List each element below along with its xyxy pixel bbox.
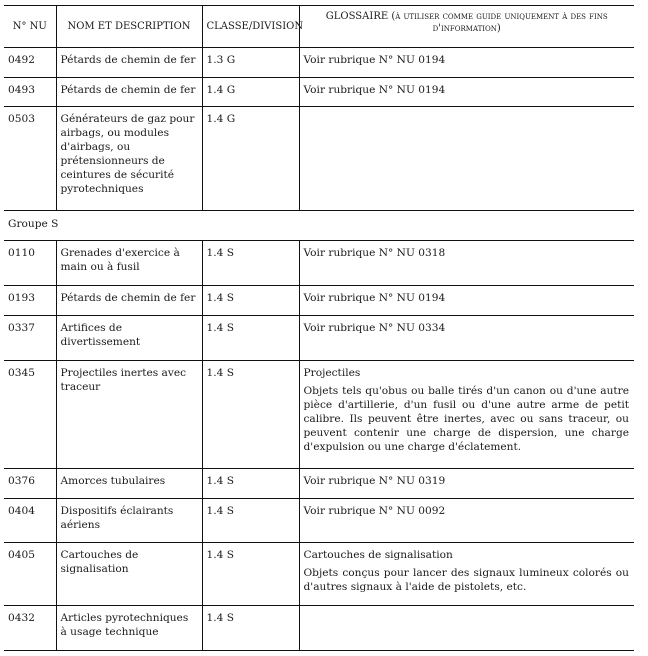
glossary-entry: Voir rubrique N° NU 0319 (299, 469, 634, 499)
un-number: 0493 (4, 78, 56, 107)
item-name: Dispositifs éclairants aériens (56, 499, 202, 543)
un-number: 0432 (4, 606, 56, 651)
item-name: Articles pyrotechniques à usage technique (56, 606, 202, 651)
glossary-title: Projectiles (303, 367, 361, 379)
item-name: Cartouches de signalisation (56, 543, 202, 606)
class-division: 1.4 S (202, 316, 299, 361)
table-row (4, 499, 634, 543)
item-name: Amorces tubulaires (56, 469, 202, 499)
glossary-entry: Voir rubrique N° NU 0334 (299, 316, 634, 361)
glossary-entry: Voir rubrique N° NU 0194 (299, 48, 634, 78)
table-row (4, 361, 634, 469)
un-number: 0337 (4, 316, 56, 361)
table-row (4, 107, 634, 211)
item-name: Grenades d'exercice à main ou à fusil (56, 241, 202, 286)
table-row (4, 78, 634, 107)
un-number: 0405 (4, 543, 56, 606)
item-name: Artifices de divertissement (56, 316, 202, 361)
header-glossary: GLOSSAIRE (à utiliser comme guide uniquement à des fins d'information) (299, 6, 634, 48)
class-division: 1.4 G (202, 78, 299, 107)
dangerous-goods-table (4, 5, 634, 651)
item-name: Pétards de chemin de fer (56, 78, 202, 107)
table-row (4, 606, 634, 651)
glossary-entry: Voir rubrique N° NU 0194 (299, 78, 634, 107)
item-name: Pétards de chemin de fer (56, 48, 202, 78)
class-division: 1.4 G (202, 107, 299, 211)
item-name: Pétards de chemin de fer (56, 286, 202, 316)
un-number: 0503 (4, 107, 56, 211)
un-number: 0345 (4, 361, 56, 469)
un-number: 0492 (4, 48, 56, 78)
table-row (4, 286, 634, 316)
table-row (4, 241, 634, 286)
class-division: 1.4 S (202, 286, 299, 316)
header-class-division: CLASSE/DIVISION (202, 6, 299, 48)
glossary-entry (299, 543, 634, 606)
un-number: 0193 (4, 286, 56, 316)
group-s-label: Groupe S (4, 211, 634, 241)
un-number: 0110 (4, 241, 56, 286)
class-division: 1.4 S (202, 606, 299, 651)
group-heading-row (4, 211, 634, 241)
class-division: 1.4 S (202, 361, 299, 469)
table-row (4, 469, 634, 499)
table-row (4, 543, 634, 606)
header-row (4, 6, 634, 48)
glossary-entry (299, 107, 634, 211)
class-division: 1.4 S (202, 499, 299, 543)
header-un-number: N° NU (4, 6, 56, 48)
class-division: 1.4 S (202, 241, 299, 286)
un-number: 0376 (4, 469, 56, 499)
item-name: Projectiles inertes avec traceur (56, 361, 202, 469)
header-name-description: NOM ET DESCRIPTION (56, 6, 202, 48)
table-row (4, 48, 634, 78)
glossary-body: Objets tels qu'obus ou balle tirés d'un canon ou d'une autre pièce d'artillerie, d'un fusil ou d'une autre arme de petit calibre. Ils peuvent être inertes, avec ou sans traceur, ou peuvent contenir une charge de dispersion, une charge d'expulsion ou une charge d'éclatement. (303, 385, 629, 453)
glossary-entry: Voir rubrique N° NU 0092 (299, 499, 634, 543)
item-name: Générateurs de gaz pour airbags, ou modules d'airbags, ou prétensionneurs de ceintures de sécurité pyrotechniques (56, 107, 202, 211)
class-division: 1.4 S (202, 469, 299, 499)
class-division: 1.3 G (202, 48, 299, 78)
glossary-entry (299, 361, 634, 469)
table-row (4, 316, 634, 361)
glossary-entry: Voir rubrique N° NU 0318 (299, 241, 634, 286)
glossary-entry (299, 606, 634, 651)
glossary-entry: Voir rubrique N° NU 0194 (299, 286, 634, 316)
glossary-body: Objets conçus pour lancer des signaux lumineux colorés ou d'autres signaux à l'aide de pistolets, etc. (303, 567, 629, 593)
glossary-title: Cartouches de signalisation (303, 549, 453, 561)
class-division: 1.4 S (202, 543, 299, 606)
un-number: 0404 (4, 499, 56, 543)
